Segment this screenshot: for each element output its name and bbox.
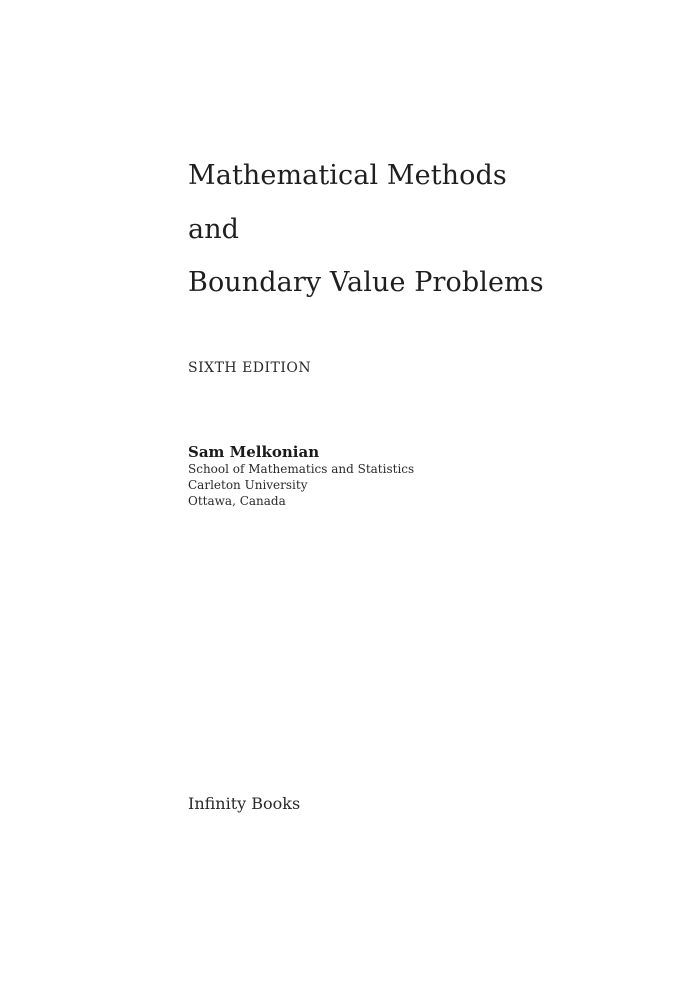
author-affiliation-line-2: Carleton University [188,478,308,492]
author-affiliation-line-3: Ottawa, Canada [188,494,286,508]
book-title-line-1: Mathematical Methods [188,160,507,191]
book-title-line-2: and [188,214,240,245]
book-title-line-3: Boundary Value Problems [188,267,544,298]
publisher-name: Infinity Books [188,794,301,813]
edition-label: SIXTH EDITION [188,360,312,376]
author-name: Sam Melkonian [188,443,320,461]
author-affiliation-line-1: School of Mathematics and Statistics [188,462,415,476]
author-block [188,443,414,509]
